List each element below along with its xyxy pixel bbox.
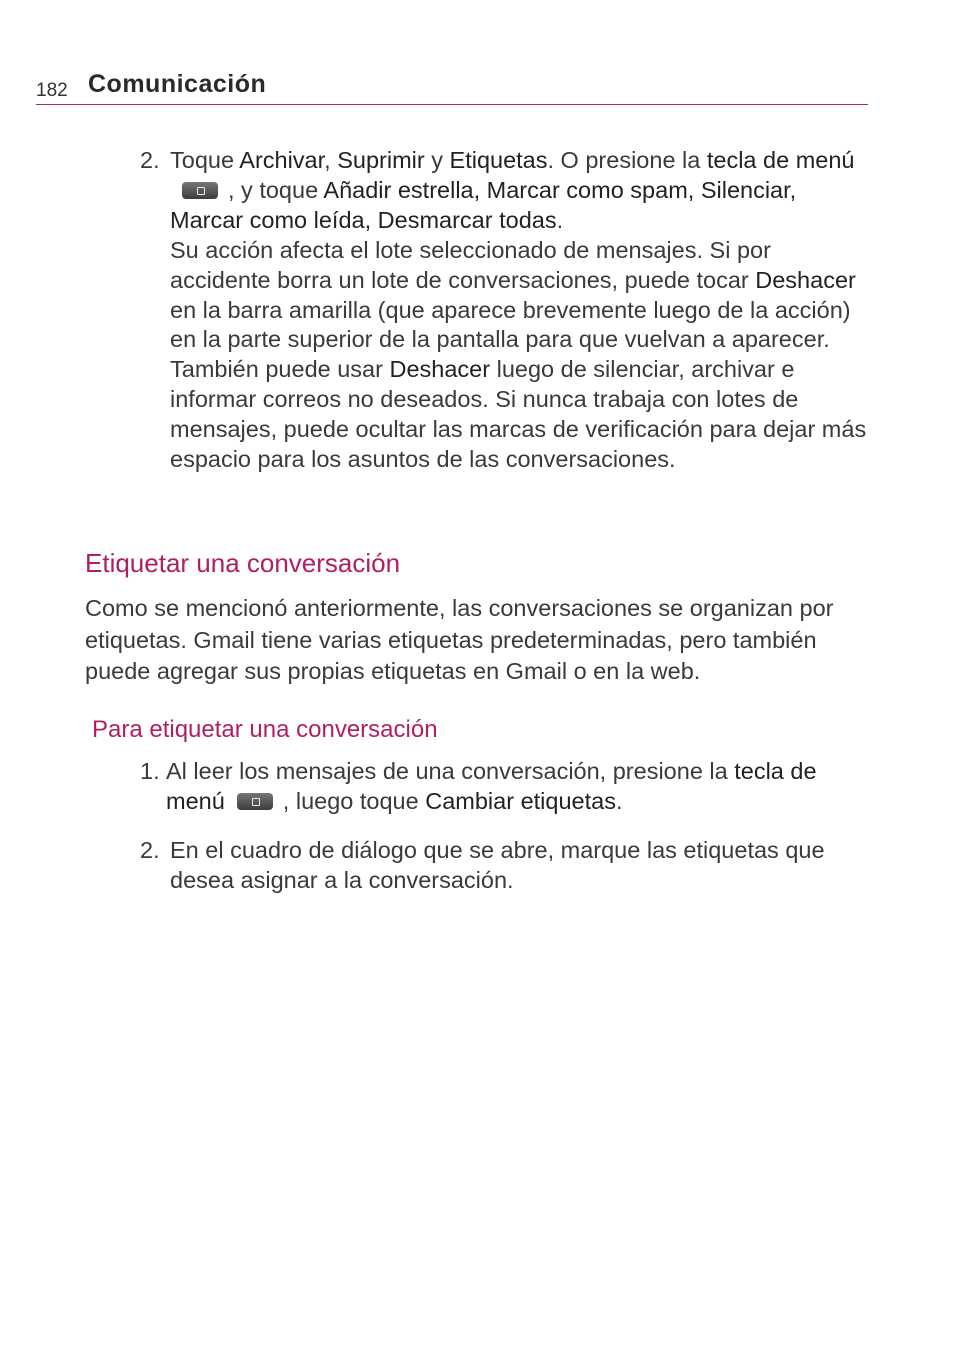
section-title: Comunicación: [88, 70, 267, 98]
term-etiquetas: Etiquetas: [449, 147, 548, 173]
term-cambiar-etiquetas: Cambiar etiquetas: [425, 787, 616, 814]
step-number: 1.: [140, 758, 160, 784]
step-number: 2.: [140, 147, 160, 173]
term-deshacer: Deshacer: [389, 356, 491, 383]
step-text: Toque Archivar, Suprimir y Etiquetas. O presione la tecla de menú, y toque Añadir estrella, Marcar como spam, Silenciar, Marcar como leída, Desmarcar todas.: [170, 147, 855, 233]
term-tecla-de-menu: tecla de menú: [166, 758, 817, 814]
step-number: 2.: [140, 837, 160, 863]
procedure-step-1: [140, 757, 860, 817]
page-number: 182: [36, 80, 68, 101]
step-detail: Su acción afecta el lote seleccionado de mensajes. Si por accidente borra un lote de conversaciones, puede tocar Deshacer en la barra amarilla (que aparece brevemente luego de la acción) en la parte superior de la pantalla para que vuelvan a aparecer. También puede usar Deshacer luego de silenciar, archivar e informar correos no deseados. Si nunca trabaja con lotes de mensajes, puede ocultar las marcas de verificación para dejar más espacio para los asuntos de las conversaciones.: [170, 236, 867, 473]
step-text: Al leer los mensajes de una conversación, presione la tecla de menú , luego toque Cambiar etiquetas.: [166, 758, 817, 814]
section-heading: Etiquetar una conversación: [85, 548, 401, 578]
procedure-heading: Para etiquetar una conversación: [92, 716, 438, 743]
term-tecla-de-menu: tecla de menú: [706, 147, 855, 173]
term-archivar: Archivar: [239, 147, 325, 173]
menu-key-icon: [237, 793, 273, 810]
term-deshacer: Deshacer: [755, 266, 856, 293]
intro-paragraph: Como se mencionó anteriormente, las conversaciones se organizan por etiquetas. Gmail tiene varias etiquetas predeterminadas, pero también puede agregar sus propias etiquetas en Gmail o en la web.: [85, 595, 834, 684]
menu-key-icon: [182, 182, 218, 199]
step-2-archive: [140, 146, 875, 475]
page-header: [36, 70, 868, 105]
term-options: Añadir estrella, Marcar como spam, Silenciar, Marcar como leída, Desmarcar todas: [170, 176, 797, 233]
step-text: En el cuadro de diálogo que se abre, marque las etiquetas que desea asignar a la conversación.: [170, 837, 825, 893]
procedure-step-2: [140, 836, 860, 896]
term-suprimir: Suprimir: [337, 147, 425, 173]
